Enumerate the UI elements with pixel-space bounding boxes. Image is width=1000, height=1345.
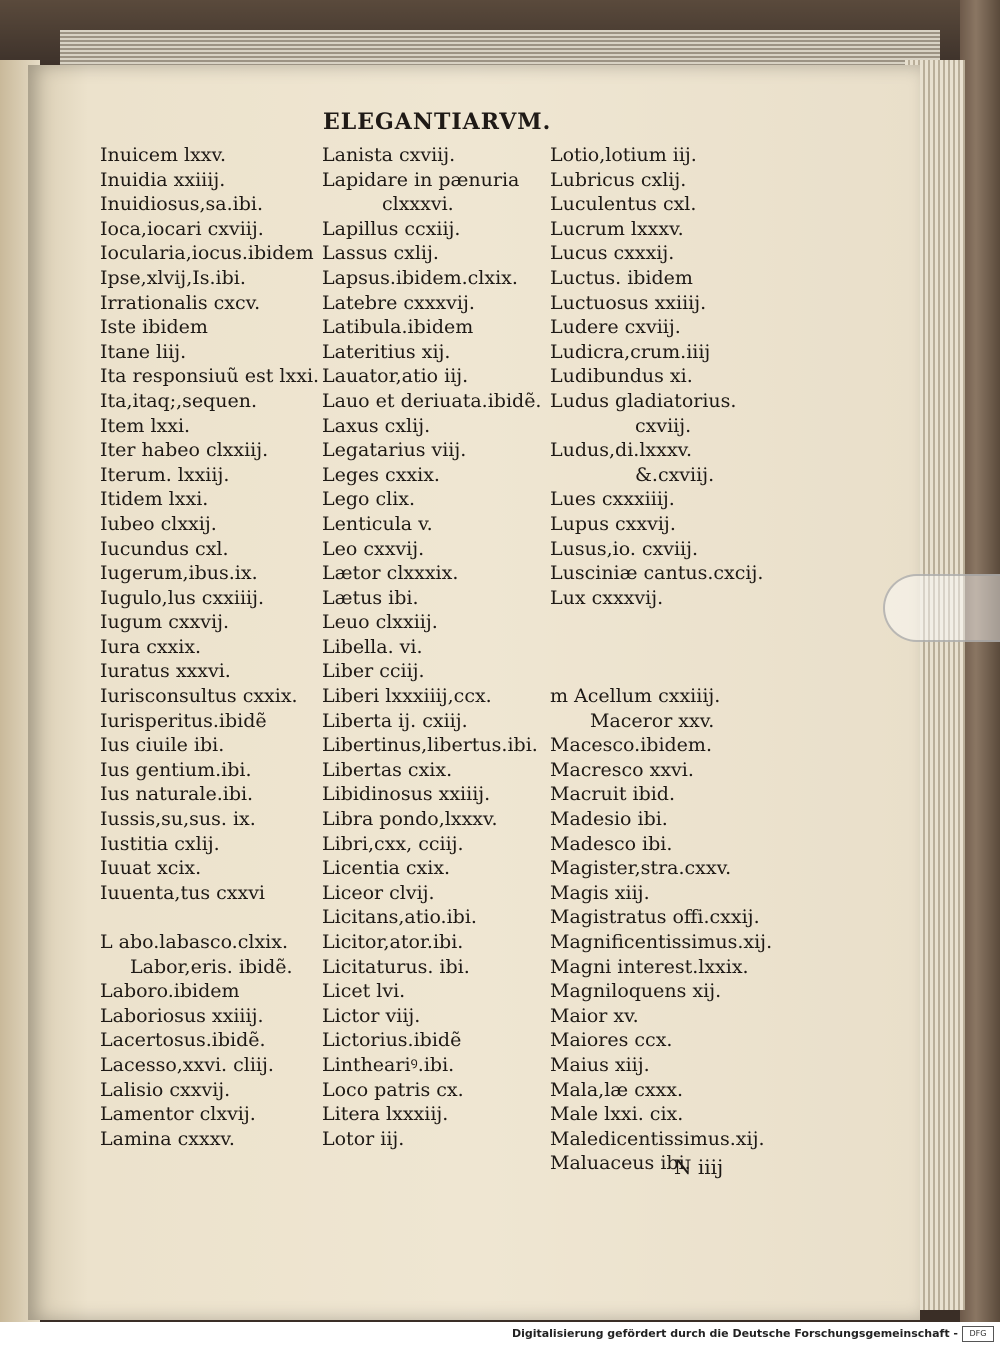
index-entry: Itane liij.	[100, 340, 187, 363]
index-entry: Lubricus cxlij.	[550, 168, 687, 191]
index-entry: Lux cxxxvij.	[550, 586, 664, 609]
index-entry: Irrationalis cxcv.	[100, 291, 261, 314]
index-entry: Liberta ij. cxiij.	[322, 709, 468, 732]
index-entry: Ludus gladiatorius.	[550, 389, 737, 412]
index-entry: Lucrum lxxxv.	[550, 217, 684, 240]
index-entry: Iubeo clxxij.	[100, 512, 217, 535]
index-entry: Loco patris cx.	[322, 1078, 464, 1101]
index-entry: clxxxvi.	[382, 193, 454, 216]
index-entry: Lupus cxxvij.	[550, 512, 676, 535]
index-entry: Litera lxxxiij.	[322, 1103, 449, 1126]
index-entry: Maius xiij.	[550, 1053, 650, 1076]
index-entry: Macresco xxvi.	[550, 758, 694, 781]
index-entry: Leuo clxxiij.	[322, 611, 438, 634]
index-entry: Lætor clxxxix.	[322, 562, 459, 585]
index-entry: Iugum cxxvij.	[100, 611, 230, 634]
index-entry: Macesco.ibidem.	[550, 734, 712, 757]
index-entry: Mala,læ cxxx.	[550, 1078, 684, 1101]
index-entry: L abo.labasco.clxix.	[100, 931, 288, 953]
page-header: ELEGANTIARVM.	[323, 109, 552, 135]
index-entry: Iuuat xcix.	[100, 857, 202, 880]
index-entry: Ludibundus xi.	[550, 365, 693, 388]
index-column-1	[100, 143, 319, 1151]
index-entry: Lenticula v.	[322, 512, 433, 535]
index-entry: Ius naturale.ibi.	[100, 783, 254, 806]
index-entry: Iussis,su,sus. ix.	[100, 808, 256, 831]
index-entry: Lego clix.	[322, 488, 416, 511]
index-entry: Leges cxxix.	[322, 463, 440, 486]
plastic-page-clip	[883, 574, 1000, 642]
index-entry: Laxus cxlij.	[322, 414, 431, 437]
index-entry: Lotio,lotium iij.	[550, 144, 697, 166]
index-entry: Lætus ibi.	[322, 586, 419, 609]
index-entry: Madesio ibi.	[550, 808, 668, 831]
index-entry: Lapidare in pænuria	[322, 168, 520, 191]
index-entry: Lassus cxlij.	[322, 242, 439, 265]
index-entry: Ita responsiuũ est lxxi.	[100, 365, 320, 388]
index-entry: Lintheariꝰ.ibi.	[322, 1053, 455, 1076]
index-entry: Ius ciuile ibi.	[100, 734, 225, 757]
index-entry: Iucundus cxl.	[100, 537, 229, 560]
index-entry: &.cxviij.	[635, 463, 715, 486]
index-entry: Madesco ibi.	[550, 832, 673, 855]
index-entry: Lanista cxviij.	[322, 144, 456, 166]
index-spacer	[550, 610, 772, 635]
index-column-2	[322, 143, 541, 1151]
index-entry: Ius gentium.ibi.	[100, 758, 252, 781]
index-entry: Itidem lxxi.	[100, 488, 209, 511]
index-entry: Lacesso,xxvi. cliij.	[100, 1053, 274, 1076]
index-entry: Licitor,ator.ibi.	[322, 931, 464, 953]
index-entry: Lictor viij.	[322, 1004, 421, 1027]
index-spacer	[100, 905, 319, 930]
index-entry: m Acellum cxxiiij.	[550, 685, 721, 708]
index-entry: Lusus,io. cxviij.	[550, 537, 699, 560]
index-entry: Ludere cxviij.	[550, 316, 681, 339]
book-cover-right	[960, 0, 1000, 1322]
index-entry: Iste ibidem	[100, 316, 208, 339]
index-entry: Lapsus.ibidem.clxix.	[322, 266, 518, 289]
index-entry: Maceror xxv.	[590, 709, 715, 732]
index-entry: Latibula.ibidem	[322, 316, 474, 339]
index-entry: Lalisio cxxvij.	[100, 1078, 231, 1101]
index-entry: Lateritius xij.	[322, 340, 451, 363]
index-entry: Licitans,atio.ibi.	[322, 906, 477, 929]
index-entry: Leo cxxvij.	[322, 537, 425, 560]
index-entry: Legatarius viij.	[322, 439, 467, 462]
index-entry: Laboriosus xxiiij.	[100, 1004, 264, 1027]
index-entry: Lucus cxxxij.	[550, 242, 675, 265]
index-entry: Male lxxi. cix.	[550, 1103, 684, 1126]
index-entry: Magnificentissimus.xij.	[550, 931, 773, 953]
index-entry: Inuicem lxxv.	[100, 144, 227, 166]
index-spacer	[550, 635, 772, 660]
index-entry: Iura cxxix.	[100, 635, 202, 658]
index-entry: Liberi lxxxiiij,ccx.	[322, 685, 492, 708]
index-entry: Latebre cxxxvij.	[322, 291, 475, 314]
index-entry: Magistratus offi.cxxij.	[550, 906, 760, 929]
index-entry: Magister,stra.cxxv.	[550, 857, 732, 880]
index-column-3	[550, 143, 772, 1176]
index-entry: Magis xiij.	[550, 881, 650, 904]
index-entry: Inuidia xxiiij.	[100, 168, 226, 191]
index-entry: Libidinosus xxiiij.	[322, 783, 491, 806]
index-entry: Lapillus ccxiij.	[322, 217, 461, 240]
index-entry: Ipse,xlvij,Is.ibi.	[100, 266, 246, 289]
index-entry: Lauator,atio iij.	[322, 365, 469, 388]
index-entry: Licet lvi.	[322, 980, 406, 1003]
index-entry: Luctuosus xxiiij.	[550, 291, 707, 314]
index-entry: Maluaceus ibi.	[550, 1152, 691, 1175]
index-entry: Inuidiosus,sa.ibi.	[100, 193, 263, 216]
index-entry: Lictorius.ibidẽ	[322, 1029, 462, 1052]
index-entry: Liber cciij.	[322, 660, 425, 683]
index-entry: Luculentus cxl.	[550, 193, 697, 216]
index-entry: Lauo et deriuata.ibidẽ.	[322, 389, 542, 412]
index-entry: Ita,itaq;,sequen.	[100, 389, 258, 412]
index-entry: Laboro.ibidem	[100, 980, 240, 1003]
index-entry: Libertas cxix.	[322, 758, 453, 781]
index-entry: Iocularia,iocus.ibidem	[100, 242, 314, 265]
index-entry: Ioca,iocari cxviij.	[100, 217, 264, 240]
index-entry: Macruit ibid.	[550, 783, 676, 806]
index-entry: Iuratus xxxvi.	[100, 660, 231, 683]
index-entry: Iurisperitus.ibidẽ	[100, 709, 267, 732]
index-entry: Magni interest.lxxix.	[550, 955, 749, 978]
index-entry: Libra pondo,lxxxv.	[322, 808, 498, 831]
index-entry: Lotor iij.	[322, 1127, 405, 1150]
dfg-logo: DFG	[962, 1326, 994, 1342]
index-entry: Iugerum,ibus.ix.	[100, 562, 258, 585]
index-entry: Lamina cxxxv.	[100, 1127, 235, 1150]
funding-credit: Digitalisierung gefördert durch die Deutsche Forschungsgemeinschaft -	[511, 1327, 958, 1340]
signature-mark: N iiij	[674, 1155, 724, 1179]
index-entry: Iterum. lxxiij.	[100, 463, 230, 486]
index-entry: Lamentor clxvij.	[100, 1103, 256, 1126]
index-entry: Item lxxi.	[100, 414, 191, 437]
index-spacer	[550, 659, 772, 684]
index-entry: Maior xv.	[550, 1004, 639, 1027]
index-entry: Liceor clvij.	[322, 881, 435, 904]
index-entry: Maiores ccx.	[550, 1029, 673, 1052]
index-entry: Magniloquens xij.	[550, 980, 722, 1003]
index-entry: Ludus,di.lxxxv.	[550, 439, 693, 462]
index-entry: Licentia cxix.	[322, 857, 451, 880]
index-entry: Iurisconsultus cxxix.	[100, 685, 298, 708]
index-entry: Lusciniæ cantus.cxcij.	[550, 562, 764, 585]
index-entry: Lacertosus.ibidẽ.	[100, 1029, 266, 1052]
index-entry: cxviij.	[635, 414, 692, 437]
index-entry: Libertinus,libertus.ibi.	[322, 734, 538, 757]
index-entry: Labor,eris. ibidẽ.	[130, 955, 293, 978]
index-entry: Ludicra,crum.iiij	[550, 340, 711, 363]
index-entry: Libella. vi.	[322, 635, 423, 658]
footer-bar	[0, 1322, 1000, 1345]
index-entry: Iugulo,lus cxxiiij.	[100, 586, 265, 609]
index-entry: Licitaturus. ibi.	[322, 955, 470, 978]
index-entry: Iter habeo clxxiij.	[100, 439, 269, 462]
index-entry: Maledicentissimus.xij.	[550, 1127, 765, 1150]
index-entry: Luctus. ibidem	[550, 266, 693, 289]
page-edges-top	[60, 30, 940, 70]
index-entry: Lues cxxxiiij.	[550, 488, 675, 511]
index-entry: Libri,cxx, cciij.	[322, 832, 464, 855]
index-entry: Iuuenta,tus cxxvi	[100, 881, 266, 904]
index-entry: Iustitia cxlij.	[100, 832, 220, 855]
